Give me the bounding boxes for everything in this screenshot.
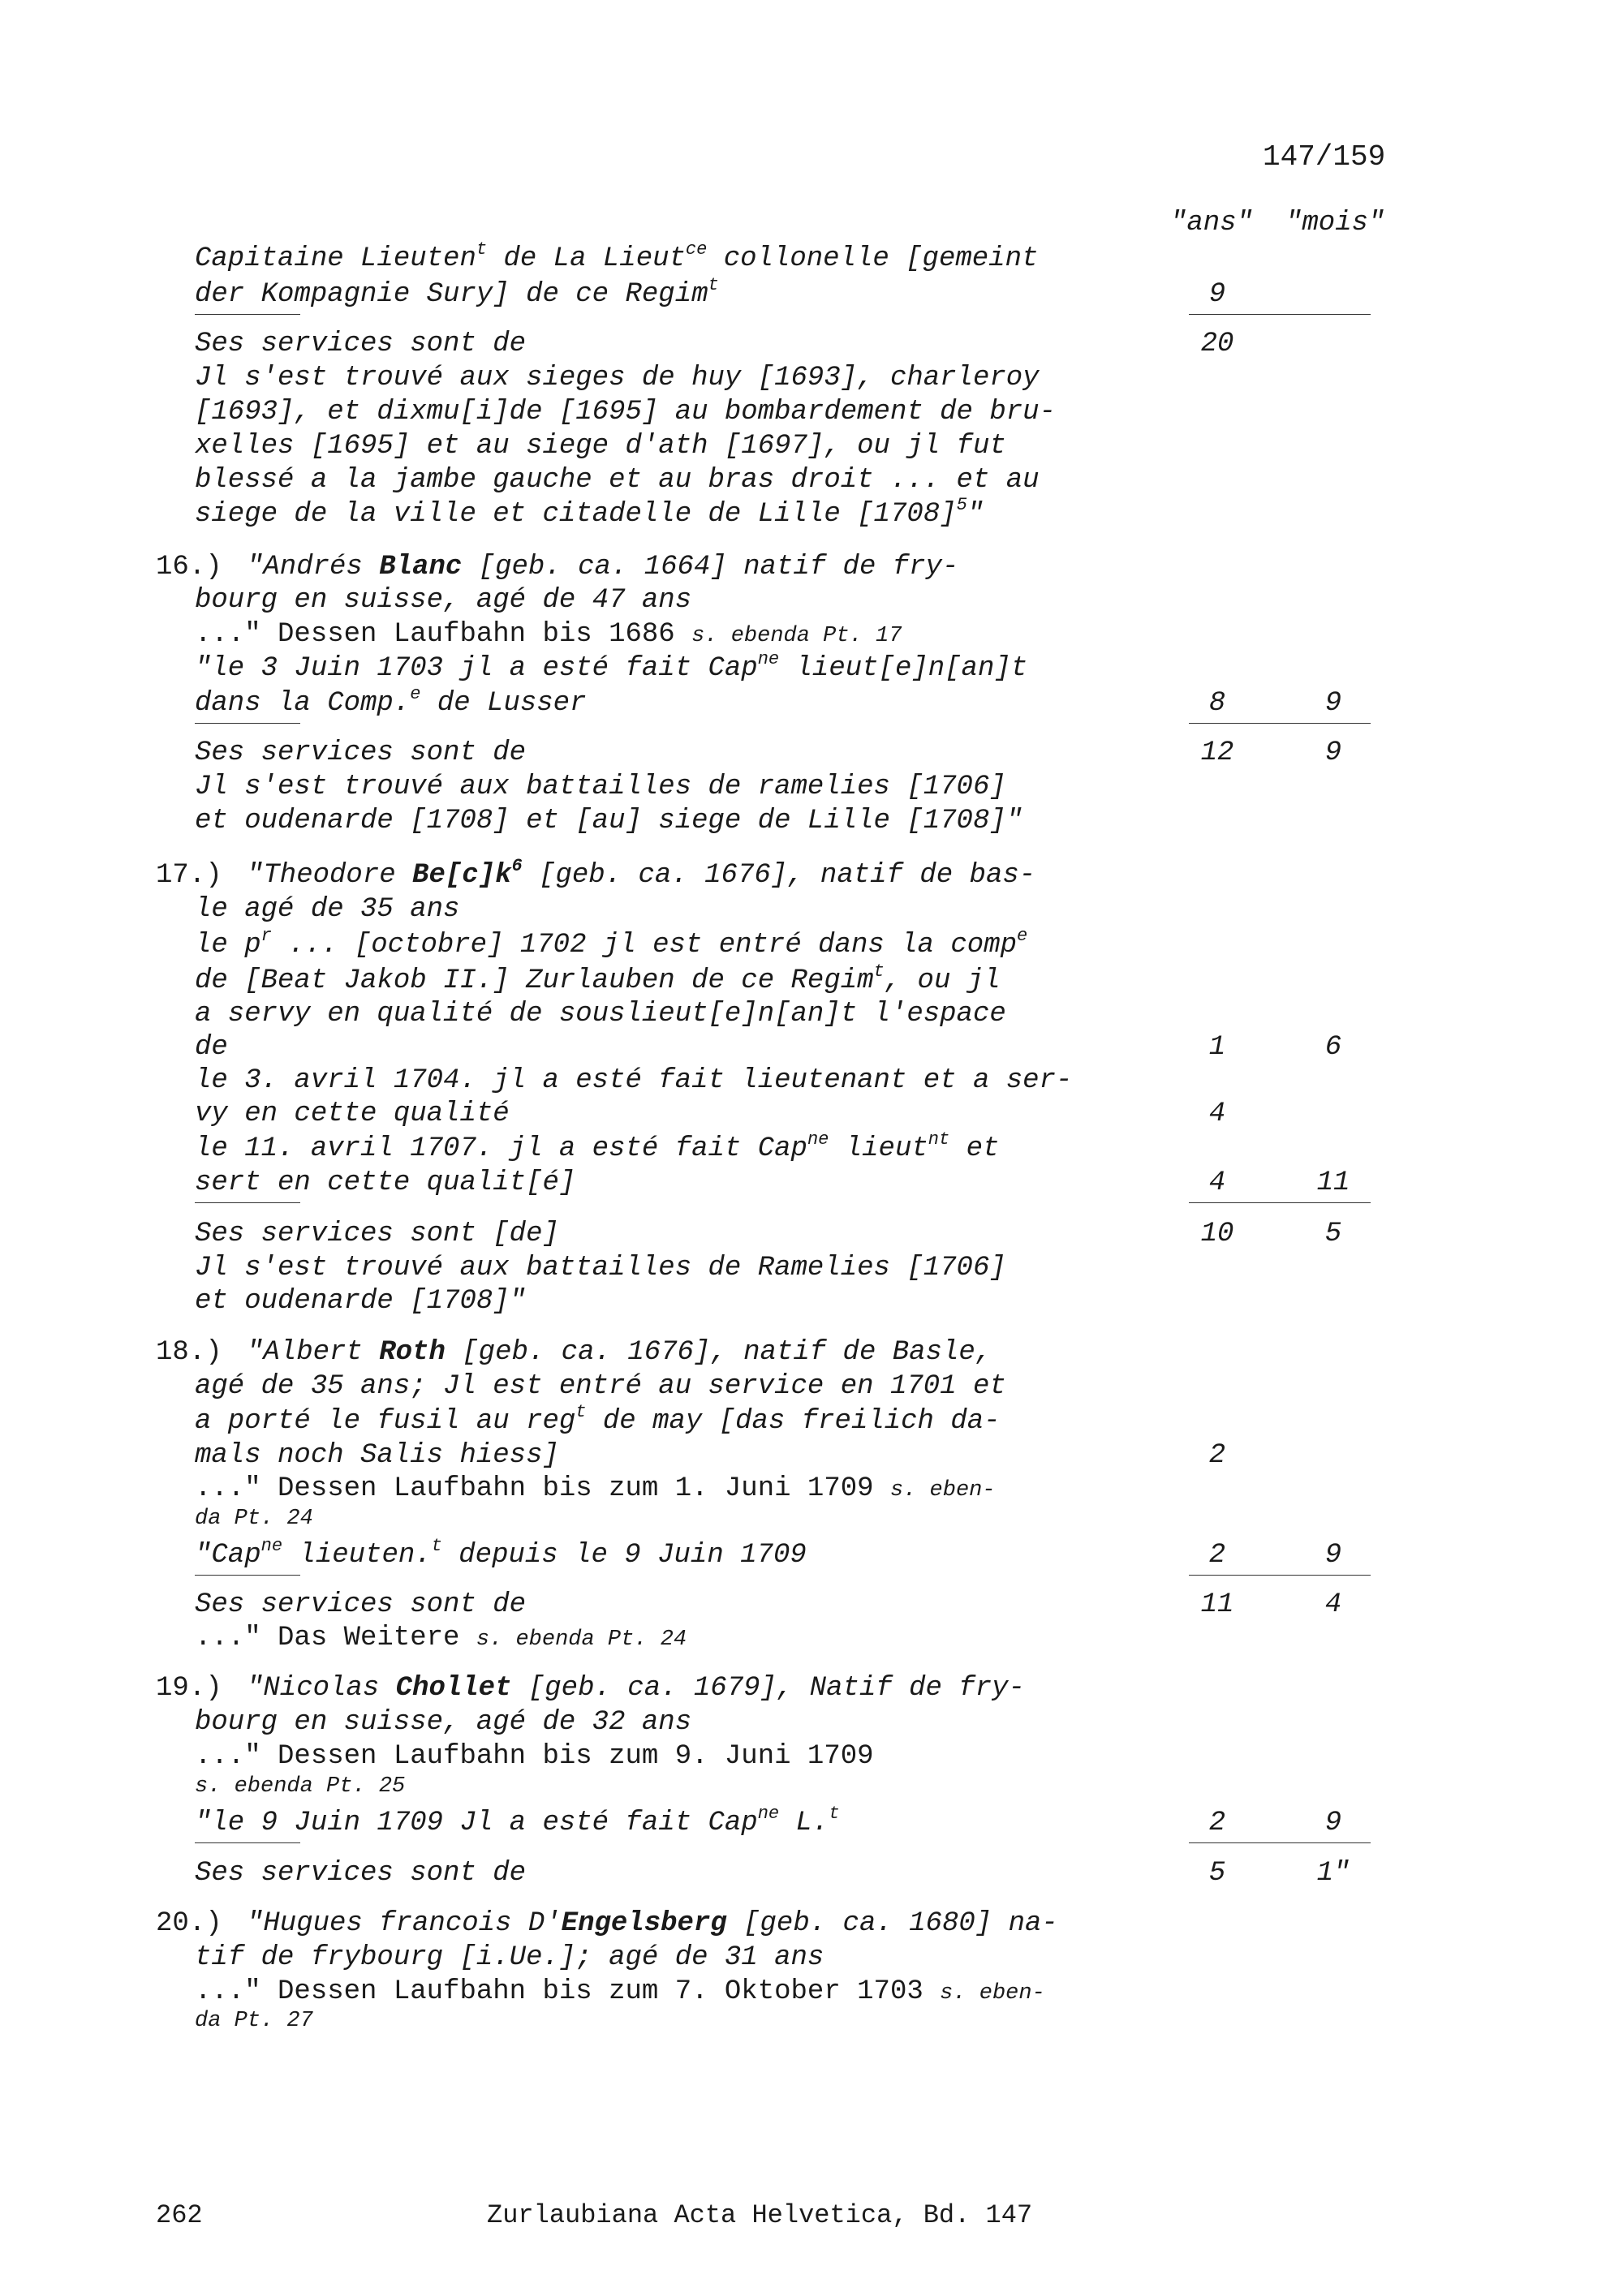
column-header-ans: "ans" bbox=[1170, 208, 1254, 239]
text-line: sert en cette qualit[é] bbox=[195, 1167, 576, 1198]
text-line: vy en cette qualité bbox=[195, 1099, 510, 1129]
sum-rule bbox=[1189, 1842, 1371, 1843]
text-line: Jl s'est trouvé aux battailles de Ramelies [1706] bbox=[195, 1253, 1006, 1283]
text-line: le 3. avril 1704. jl a esté fait lieutenant et a ser- bbox=[195, 1065, 1073, 1096]
text-line: Jl s'est trouvé aux sieges de huy [1693], charleroy bbox=[195, 363, 1040, 393]
text-line: xelles [1695] et au siege d'ath [1697], ou jl fut bbox=[195, 431, 1006, 462]
text-line: ..." Das Weitere s. ebenda Pt. 24 bbox=[195, 1623, 687, 1653]
text-line: bourg en suisse, agé de 32 ans bbox=[195, 1707, 692, 1738]
entry-number: 16.) bbox=[156, 552, 239, 583]
text-line: le 11. avril 1707. jl a esté fait Cap$^{ne}$ lieut$^{nt}$ et bbox=[195, 1129, 1000, 1164]
text-line: da Pt. 24 bbox=[195, 1507, 313, 1531]
value-ans: 2 bbox=[1208, 1808, 1226, 1838]
text-line: Capitaine Lieuten$^t$ de La Lieut$^{ce}$ collonelle [gemeint bbox=[195, 239, 1039, 274]
value-ans: 2 bbox=[1208, 1540, 1226, 1571]
text-line: Ses services sont de bbox=[195, 1858, 527, 1889]
sum-rule bbox=[1189, 1202, 1371, 1203]
text-line: ..." Dessen Laufbahn bis zum 9. Juni 1709 bbox=[195, 1741, 874, 1772]
page-number: 262 bbox=[156, 2200, 203, 2230]
divider-rule bbox=[195, 723, 300, 724]
text-line: et oudenarde [1708]" bbox=[195, 1286, 527, 1317]
text-line: "le 3 Juin 1703 jl a esté fait Cap$^{ne}$ lieut[e]n[an]t bbox=[195, 649, 1028, 684]
text-line: da Pt. 27 bbox=[195, 2009, 313, 2033]
value-ans: 1 bbox=[1208, 1032, 1226, 1063]
sum-rule bbox=[1189, 1575, 1371, 1576]
text-line: le $p^r$ ... [octobre] 1702 jl est entré dans la comp$^e$ bbox=[195, 926, 1028, 961]
entry-number: 17.) bbox=[156, 860, 239, 891]
value-mois: 5 bbox=[1324, 1219, 1342, 1249]
value-mois: 9 bbox=[1324, 688, 1342, 719]
value-ans: 10 bbox=[1200, 1219, 1234, 1249]
page-reference: 147/159 bbox=[1263, 140, 1386, 174]
text-line: "Theodore $Be[c]k^6$ [geb. ca. 1676], natif de bas- bbox=[247, 856, 1036, 891]
value-mois: 9 bbox=[1324, 737, 1342, 768]
entry-number: 19.) bbox=[156, 1673, 239, 1704]
text-line: blessé a la jambe gauche et au bras droit ... et au bbox=[195, 465, 1040, 496]
divider-rule bbox=[195, 1202, 300, 1203]
value-ans: 4 bbox=[1208, 1167, 1226, 1198]
text-line: "Hugues francois D'Engelsberg [geb. ca. 1680] na- bbox=[247, 1908, 1058, 1939]
value-ans: 12 bbox=[1200, 737, 1234, 768]
text-line: Ses services sont de bbox=[195, 1589, 527, 1620]
text-line: "Albert Roth [geb. ca. 1676], natif de Basle, bbox=[247, 1337, 992, 1368]
value-mois: 11 bbox=[1316, 1167, 1350, 1198]
text-line: mals noch Salis hiess] bbox=[195, 1440, 559, 1471]
text-line: de [Beat Jakob II.] Zurlauben de ce Regim$^t$, ou jl bbox=[195, 961, 1001, 996]
value-mois: 1" bbox=[1316, 1858, 1350, 1889]
text-line: ..." Dessen Laufbahn bis 1686 s. ebenda Pt. 17 bbox=[195, 619, 902, 650]
divider-rule bbox=[195, 1842, 300, 1843]
entry-number: 18.) bbox=[156, 1337, 239, 1368]
text-line: Ses services sont de bbox=[195, 737, 527, 768]
value-ans: 9 bbox=[1208, 279, 1226, 310]
text-line: "Nicolas Chollet [geb. ca. 1679], Natif de fry- bbox=[247, 1673, 1025, 1704]
text-line: Jl s'est trouvé aux battailles de ramelies [1706] bbox=[195, 772, 1006, 802]
text-line: a porté le fusil au reg$^t$ de may [das freilich da- bbox=[195, 1402, 1001, 1437]
text-line: tif de frybourg [i.Ue.]; agé de 31 ans bbox=[195, 1942, 824, 1973]
text-line: siege de la ville et citadelle de Lille $[1708]^5$" bbox=[195, 495, 984, 530]
text-line: a servy en qualité de souslieut[e]n[an]t l'espace bbox=[195, 999, 1006, 1030]
value-mois: 9 bbox=[1324, 1808, 1342, 1838]
value-mois: 9 bbox=[1324, 1540, 1342, 1571]
text-line: dans la Comp.$^e$ de Lusser bbox=[195, 684, 587, 719]
text-line: et oudenarde [1708] et [au] siege de Lille [1708]" bbox=[195, 806, 1023, 836]
text-line: Ses services sont [de] bbox=[195, 1219, 559, 1249]
value-ans: 8 bbox=[1208, 688, 1226, 719]
value-mois: 4 bbox=[1324, 1589, 1342, 1620]
footer-title: Zurlaubiana Acta Helvetica, Bd. 147 bbox=[487, 2200, 1033, 2230]
value-ans: 20 bbox=[1200, 329, 1234, 359]
value-ans: 11 bbox=[1200, 1589, 1234, 1620]
text-line: [1693], et dixmu[i]de [1695] au bombardement de bru- bbox=[195, 397, 1056, 428]
text-line: "Andrés Blanc [geb. ca. 1664] natif de fry- bbox=[247, 552, 959, 583]
value-ans: 5 bbox=[1208, 1858, 1226, 1889]
value-mois: 6 bbox=[1324, 1032, 1342, 1063]
text-line: de bbox=[195, 1032, 228, 1063]
value-ans: 2 bbox=[1208, 1440, 1226, 1471]
text-line: agé de 35 ans; Jl est entré au service en 1701 et bbox=[195, 1371, 1006, 1402]
text-line: "le 9 Juin 1709 Jl a esté fait Cap$^{ne}$ L.$^t$ bbox=[195, 1804, 840, 1838]
text-line: ..." Dessen Laufbahn bis zum 1. Juni 1709 s. eben- bbox=[195, 1473, 996, 1504]
divider-rule bbox=[195, 1575, 300, 1576]
text-line: s. ebenda Pt. 25 bbox=[195, 1774, 406, 1799]
divider-rule bbox=[195, 314, 300, 315]
value-ans: 4 bbox=[1208, 1099, 1226, 1129]
text-line: Ses services sont de bbox=[195, 329, 527, 359]
entry-number: 20.) bbox=[156, 1908, 239, 1939]
column-header-mois: "mois" bbox=[1285, 208, 1385, 239]
text-line: der Kompagnie Sury] de ce Regim$^t$ bbox=[195, 275, 719, 310]
text-line: bourg en suisse, agé de 47 ans bbox=[195, 585, 692, 616]
sum-rule bbox=[1189, 723, 1371, 724]
text-line: "Cap$^{ne}$ lieuten.$^t$ depuis le 9 Juin 1709 bbox=[195, 1536, 807, 1571]
text-line: ..." Dessen Laufbahn bis zum 7. Oktober 1703 s. eben- bbox=[195, 1976, 1045, 2007]
text-line: le agé de 35 ans bbox=[195, 894, 460, 925]
sum-rule bbox=[1189, 314, 1371, 315]
